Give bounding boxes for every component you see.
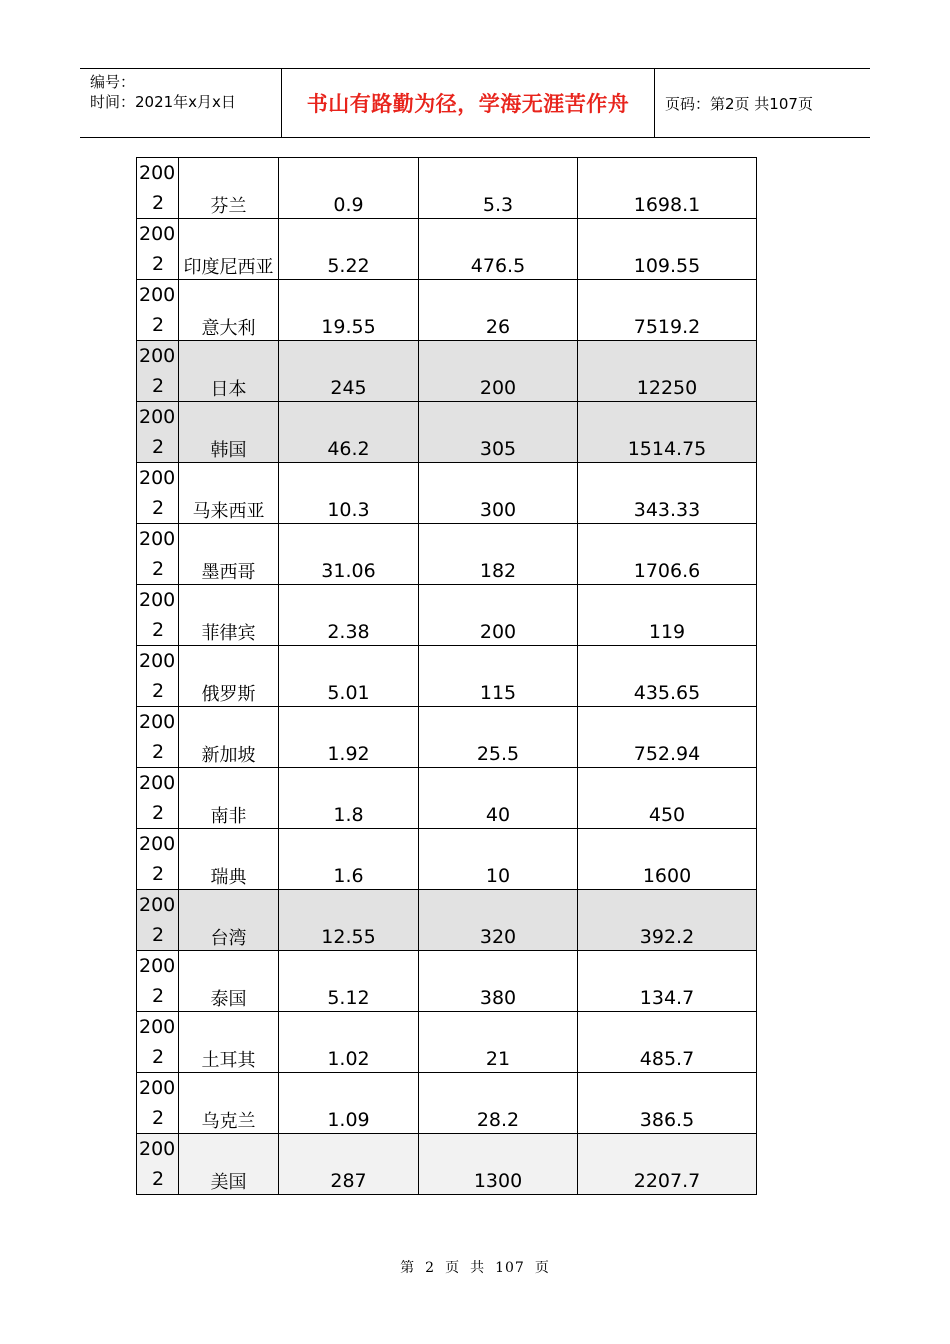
year-cell xyxy=(137,1012,179,1073)
table-row xyxy=(137,341,757,402)
country-cell: 墨西哥 xyxy=(179,524,279,585)
value-b-cell: 476.5 xyxy=(419,219,578,280)
year-part-1: 200 xyxy=(139,1077,176,1099)
year-part-2: 2 xyxy=(152,1107,165,1129)
country-cell: 台湾 xyxy=(179,890,279,951)
country-cell: 菲律宾 xyxy=(179,585,279,646)
year-cell xyxy=(137,707,179,768)
header-motto: 书山有路勤为径，学海无涯苦作舟 xyxy=(282,69,655,137)
table-row xyxy=(137,768,757,829)
country-cell: 俄罗斯 xyxy=(179,646,279,707)
value-a-cell: 19.55 xyxy=(279,280,419,341)
value-c-cell: 1514.75 xyxy=(578,402,757,463)
value-b-cell: 115 xyxy=(419,646,578,707)
value-a-cell: 5.01 xyxy=(279,646,419,707)
value-a-cell: 1.8 xyxy=(279,768,419,829)
year-part-2: 2 xyxy=(152,863,165,885)
country-cell: 美国 xyxy=(179,1134,279,1195)
year-part-1: 200 xyxy=(139,711,176,733)
value-c-cell: 134.7 xyxy=(578,951,757,1012)
table-row xyxy=(137,219,757,280)
page-footer xyxy=(0,1257,950,1277)
year-part-1: 200 xyxy=(139,284,176,306)
footer-ye: 页 xyxy=(445,1260,461,1276)
value-b-cell: 1300 xyxy=(419,1134,578,1195)
value-b-cell: 305 xyxy=(419,402,578,463)
table-row xyxy=(137,1012,757,1073)
value-b-cell: 28.2 xyxy=(419,1073,578,1134)
year-cell xyxy=(137,585,179,646)
year-part-1: 200 xyxy=(139,467,176,489)
table-row xyxy=(137,585,757,646)
country-cell: 芬兰 xyxy=(179,158,279,219)
value-c-cell: 1706.6 xyxy=(578,524,757,585)
header-meta xyxy=(80,69,282,137)
table-row xyxy=(137,158,757,219)
country-cell: 南非 xyxy=(179,768,279,829)
country-cell: 日本 xyxy=(179,341,279,402)
year-part-1: 200 xyxy=(139,894,176,916)
year-part-1: 200 xyxy=(139,650,176,672)
table-row xyxy=(137,463,757,524)
year-cell xyxy=(137,158,179,219)
year-part-1: 200 xyxy=(139,833,176,855)
value-a-cell: 245 xyxy=(279,341,419,402)
year-part-2: 2 xyxy=(152,1046,165,1068)
value-a-cell: 0.9 xyxy=(279,158,419,219)
table-row xyxy=(137,1134,757,1195)
year-cell xyxy=(137,524,179,585)
value-a-cell: 12.55 xyxy=(279,890,419,951)
value-c-cell: 2207.7 xyxy=(578,1134,757,1195)
year-part-2: 2 xyxy=(152,680,165,702)
year-part-1: 200 xyxy=(139,406,176,428)
value-a-cell: 2.38 xyxy=(279,585,419,646)
value-c-cell: 386.5 xyxy=(578,1073,757,1134)
value-a-cell: 1.92 xyxy=(279,707,419,768)
value-b-cell: 300 xyxy=(419,463,578,524)
value-c-cell: 392.2 xyxy=(578,890,757,951)
value-c-cell: 119 xyxy=(578,585,757,646)
footer-page-number: 2 xyxy=(425,1260,436,1276)
table-row xyxy=(137,524,757,585)
year-part-2: 2 xyxy=(152,253,165,275)
value-a-cell: 5.22 xyxy=(279,219,419,280)
time-label: 时间：2021年x月x日 xyxy=(90,93,236,111)
header-page-info: 页码：第2页 共107页 xyxy=(665,94,813,113)
value-a-cell: 10.3 xyxy=(279,463,419,524)
value-b-cell: 21 xyxy=(419,1012,578,1073)
footer-total-pages: 107 xyxy=(495,1260,525,1276)
table-row xyxy=(137,280,757,341)
year-cell xyxy=(137,402,179,463)
year-part-2: 2 xyxy=(152,314,165,336)
value-a-cell: 1.6 xyxy=(279,829,419,890)
footer-di: 第 xyxy=(400,1260,416,1276)
value-a-cell: 1.02 xyxy=(279,1012,419,1073)
value-b-cell: 380 xyxy=(419,951,578,1012)
data-table xyxy=(136,157,757,1195)
year-part-1: 200 xyxy=(139,1138,176,1160)
year-part-2: 2 xyxy=(152,558,165,580)
value-c-cell: 7519.2 xyxy=(578,280,757,341)
country-cell: 乌克兰 xyxy=(179,1073,279,1134)
year-part-2: 2 xyxy=(152,1168,165,1190)
year-part-2: 2 xyxy=(152,497,165,519)
year-part-2: 2 xyxy=(152,192,165,214)
year-part-1: 200 xyxy=(139,162,176,184)
value-c-cell: 343.33 xyxy=(578,463,757,524)
value-b-cell: 26 xyxy=(419,280,578,341)
year-cell xyxy=(137,219,179,280)
value-c-cell: 435.65 xyxy=(578,646,757,707)
page-header xyxy=(80,68,870,138)
year-part-1: 200 xyxy=(139,345,176,367)
year-cell xyxy=(137,341,179,402)
value-b-cell: 320 xyxy=(419,890,578,951)
value-b-cell: 200 xyxy=(419,341,578,402)
year-part-1: 200 xyxy=(139,223,176,245)
year-cell xyxy=(137,463,179,524)
year-cell xyxy=(137,829,179,890)
table-row xyxy=(137,646,757,707)
year-part-1: 200 xyxy=(139,955,176,977)
year-part-2: 2 xyxy=(152,802,165,824)
footer-gong: 共 xyxy=(470,1260,486,1276)
value-a-cell: 287 xyxy=(279,1134,419,1195)
table-row xyxy=(137,829,757,890)
year-cell xyxy=(137,890,179,951)
value-c-cell: 1600 xyxy=(578,829,757,890)
table-row xyxy=(137,707,757,768)
country-cell: 瑞典 xyxy=(179,829,279,890)
value-a-cell: 46.2 xyxy=(279,402,419,463)
value-b-cell: 200 xyxy=(419,585,578,646)
value-b-cell: 5.3 xyxy=(419,158,578,219)
country-cell: 土耳其 xyxy=(179,1012,279,1073)
value-c-cell: 12250 xyxy=(578,341,757,402)
year-part-1: 200 xyxy=(139,772,176,794)
value-b-cell: 40 xyxy=(419,768,578,829)
year-cell xyxy=(137,1073,179,1134)
country-cell: 印度尼西亚 xyxy=(179,219,279,280)
country-cell: 马来西亚 xyxy=(179,463,279,524)
year-part-2: 2 xyxy=(152,985,165,1007)
year-part-2: 2 xyxy=(152,436,165,458)
serial-label: 编号： xyxy=(90,73,136,91)
country-cell: 泰国 xyxy=(179,951,279,1012)
value-c-cell: 752.94 xyxy=(578,707,757,768)
year-cell xyxy=(137,951,179,1012)
table-row xyxy=(137,951,757,1012)
value-b-cell: 10 xyxy=(419,829,578,890)
year-part-1: 200 xyxy=(139,589,176,611)
year-cell xyxy=(137,768,179,829)
value-a-cell: 1.09 xyxy=(279,1073,419,1134)
value-c-cell: 109.55 xyxy=(578,219,757,280)
country-cell: 新加坡 xyxy=(179,707,279,768)
year-cell xyxy=(137,1134,179,1195)
table-row xyxy=(137,402,757,463)
year-part-1: 200 xyxy=(139,1016,176,1038)
year-part-2: 2 xyxy=(152,375,165,397)
value-b-cell: 182 xyxy=(419,524,578,585)
country-cell: 意大利 xyxy=(179,280,279,341)
country-cell: 韩国 xyxy=(179,402,279,463)
year-part-2: 2 xyxy=(152,619,165,641)
value-c-cell: 485.7 xyxy=(578,1012,757,1073)
table-row xyxy=(137,1073,757,1134)
value-b-cell: 25.5 xyxy=(419,707,578,768)
value-c-cell: 450 xyxy=(578,768,757,829)
value-a-cell: 5.12 xyxy=(279,951,419,1012)
value-c-cell: 1698.1 xyxy=(578,158,757,219)
value-a-cell: 31.06 xyxy=(279,524,419,585)
year-part-1: 200 xyxy=(139,528,176,550)
year-cell xyxy=(137,646,179,707)
year-part-2: 2 xyxy=(152,741,165,763)
table-row xyxy=(137,890,757,951)
year-cell xyxy=(137,280,179,341)
footer-ye-2: 页 xyxy=(534,1260,550,1276)
year-part-2: 2 xyxy=(152,924,165,946)
